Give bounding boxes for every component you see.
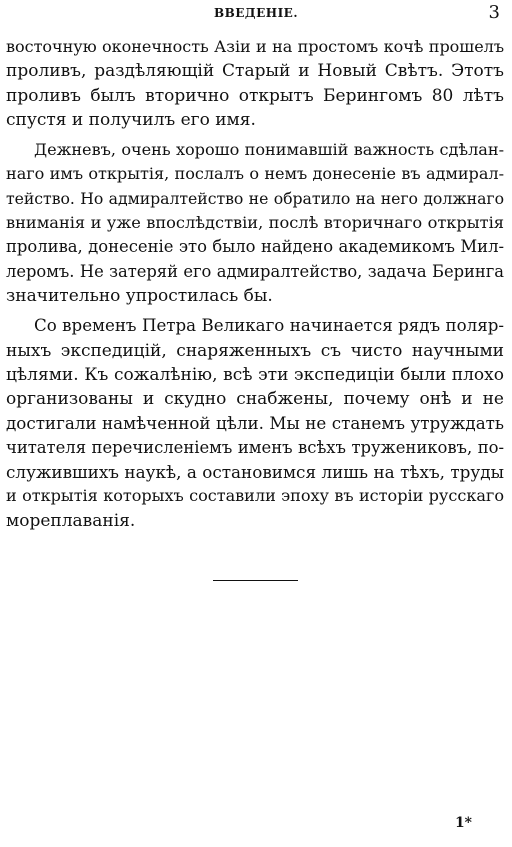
text-line: спустя и получилъ его имя. (6, 109, 256, 130)
header-title: ВВЕДЕНIЕ. (213, 6, 299, 20)
text-line: читателя перечисленiемъ именъ всѣхъ тружениковъ, по- (6, 437, 504, 457)
text-line: мореплаванiя. (6, 510, 136, 531)
signature-mark: 1* (454, 815, 472, 831)
text-line: ныхъ экспедицiй, снаряженныхъ съ чисто научными (6, 340, 504, 361)
text-line: проливъ былъ вторично открытъ Берингомъ 80 лѣтъ (6, 85, 504, 106)
text-line: значительно упростилась бы. (6, 285, 273, 306)
text-line: леромъ. Не затеряй его адмиралтейство, задача Беринга (6, 261, 504, 281)
text-line: проливъ, раздѣляющiй Старый и Новый Свѣтъ. Этотъ (6, 61, 504, 82)
body-text (6, 35, 504, 533)
running-header (0, 4, 512, 28)
text-line: Дежневъ, очень хорошо понимавшiй важность сдѣлан- (34, 140, 504, 160)
text-line: пролива, донесенiе это было найдено академикомъ Мил- (6, 237, 504, 257)
text-line: Со временъ Петра Великаго начинается рядъ поляр- (34, 316, 504, 336)
text-line: вниманiя и уже впослѣдствiи, послѣ вторичнаго открытiя (6, 213, 504, 233)
text-line: цѣлями. Къ сожалѣнiю, всѣ эти экспедицiи были плохо (6, 364, 504, 385)
section-divider-rule (213, 580, 298, 581)
text-line: служившихъ наукѣ, а остановимся лишь на тѣхъ, труды (6, 462, 504, 483)
text-line: организованы и скудно снабжены, почему онѣ и не (6, 389, 504, 410)
page-number: 3 (488, 2, 500, 23)
text-line: наго имъ открытiя, послалъ о немъ донесенiе въ адмирал- (6, 164, 504, 184)
text-line: восточную оконечность Азiи и на простомъ кочѣ прошелъ (6, 37, 504, 56)
text-line: и открытiя которыхъ составили эпоху въ исторiи русскаго (6, 486, 504, 506)
text-line: тейство. Но адмиралтейство не обратило на него должнаго (6, 188, 504, 208)
text-line: достигали намѣченной цѣли. Мы не станемъ утруждать (6, 413, 504, 434)
